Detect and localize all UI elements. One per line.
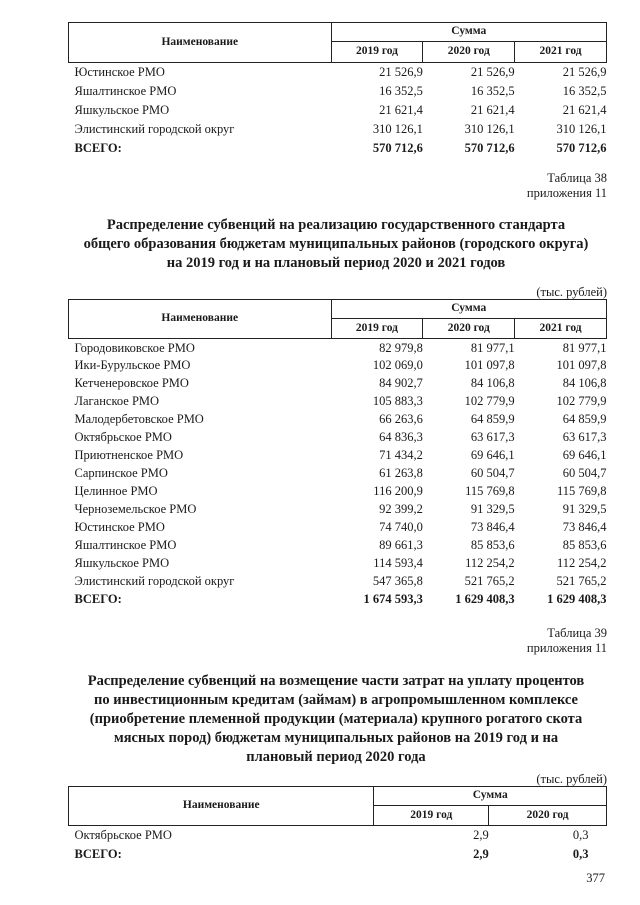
table-39-units: (тыс. рублей)	[536, 772, 607, 786]
column-header-name: Наименование	[69, 23, 332, 63]
table-row: Октябрьское РМО 64 836,3 63 617,3 63 617,3	[74, 430, 607, 445]
table-row: Черноземельское РМО 92 399,2 91 329,5 91 329,5	[74, 502, 607, 517]
table-row: Элистинский городской округ 547 365,8 521 765,2 521 765,2	[74, 574, 607, 589]
table-row: Кетченеровское РМО 84 902,7 84 106,8 84 106,8	[74, 376, 607, 391]
table-row: Октябрьское РМО 2,9 0,3	[74, 828, 589, 842]
column-header-2021: 2021 год	[515, 42, 607, 63]
table-row: Сарпинское РМО 61 263,8 60 504,7 60 504,7	[74, 466, 607, 481]
table-row: Лаганское РМО 105 883,3 102 779,9 102 779,9	[74, 394, 607, 409]
table-39	[68, 786, 607, 864]
table-39-note: Таблица 39 приложения 11	[526, 626, 607, 655]
column-header-sum: Сумма	[374, 787, 607, 806]
column-header-2021: 2021 год	[515, 319, 607, 339]
column-header-2019: 2019 год	[374, 806, 489, 826]
table-39-title: Распределение субвенций на возмещение части затрат на уплату процентов по инвестиционным кредитам (займам) в агропромышленном комплексе (приобретение племенной продукции (материала) крупного рогатого скота мясных пород) бюджетам муниципальных районов на 2019 год и на плановый период 2020 года	[87, 673, 585, 765]
table-38	[68, 299, 607, 609]
column-header-2019: 2019 год	[331, 42, 423, 63]
table-total-row: ВСЕГО: 1 674 593,3 1 629 408,3 1 629 408,3	[74, 592, 607, 607]
column-header-sum: Сумма	[331, 300, 607, 319]
table-row: Приютненское РМО 71 434,2 69 646,1 69 646,1	[74, 448, 607, 463]
table-row: Юстинское РМО 21 526,9 21 526,9 21 526,9	[74, 65, 607, 79]
table-row: Элистинский городской округ 310 126,1 310 126,1 310 126,1	[74, 121, 607, 136]
table-38-note: Таблица 38 приложения 11	[526, 171, 607, 200]
table-row: Ики-Бурульское РМО 102 069,0 101 097,8 101 097,8	[74, 358, 607, 373]
table-row: Малодербетовское РМО 66 263,6 64 859,9 64 859,9	[74, 412, 607, 427]
table-row: Яшкульское РМО 21 621,4 21 621,4 21 621,4	[74, 102, 607, 117]
page-number: 377	[586, 871, 605, 885]
table-row: Яшкульское РМО 114 593,4 112 254,2 112 254,2	[74, 556, 607, 571]
column-header-2020: 2020 год	[489, 806, 607, 826]
table-row: Яшалтинское РМО 16 352,5 16 352,5 16 352,5	[74, 83, 607, 98]
table-total-row: ВСЕГО: 2,9 0,3	[74, 846, 589, 861]
column-header-2019: 2019 год	[331, 319, 423, 339]
table-row: Целинное РМО 116 200,9 115 769,8 115 769,8	[74, 484, 607, 499]
table-row: Яшалтинское РМО 89 661,3 85 853,6 85 853,6	[74, 538, 607, 553]
column-header-name: Наименование	[69, 787, 374, 826]
table-38-title: Распределение субвенций на реализацию государственного стандарта общего образования бюджетам муниципальных районов (городского округа) на 2019 год и на плановый период 2020 и 2021 годов	[83, 217, 589, 271]
column-header-2020: 2020 год	[423, 319, 515, 339]
table-row: Городовиковское РМО 82 979,8 81 977,1 81 977,1	[74, 340, 607, 355]
table-row: Юстинское РМО 74 740,0 73 846,4 73 846,4	[74, 520, 607, 535]
table-38-units: (тыс. рублей)	[536, 285, 607, 299]
column-header-2020: 2020 год	[423, 42, 515, 63]
table-total-row: ВСЕГО: 570 712,6 570 712,6 570 712,6	[74, 140, 607, 155]
column-header-sum: Сумма	[331, 23, 606, 42]
subsidy-table-continued	[68, 22, 607, 158]
column-header-name: Наименование	[69, 300, 332, 339]
